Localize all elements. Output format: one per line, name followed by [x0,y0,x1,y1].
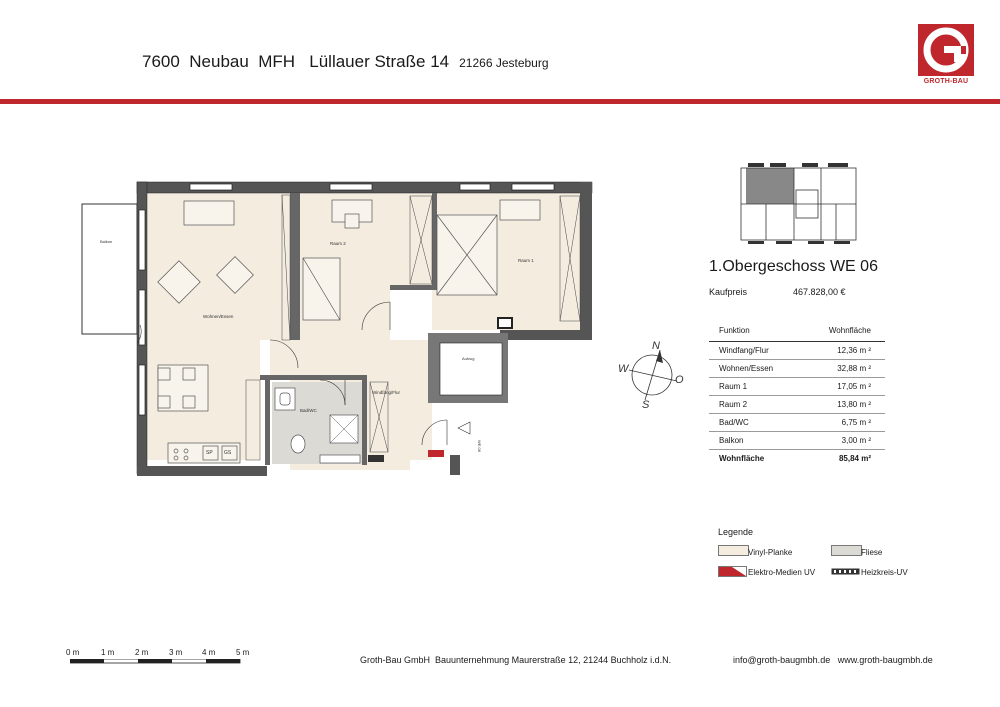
legend-label-elektro: Elektro-Medien UV [748,568,816,577]
row-area: 17,05 m ² [796,378,885,396]
area-table [709,322,885,467]
col-area: Wohnfläche [796,322,885,342]
table-total-row [709,450,885,468]
badwc-label: Bad/WC [300,408,317,413]
unit-id-label: WE 06 [477,440,482,453]
project-address: 7600 Neubau MFH Lüllauer Straße 14 [142,52,450,71]
wohnen-label: Wohnen/Essen [203,314,234,319]
legend-swatch-fliese [831,545,862,556]
elektro-uv-icon [718,566,747,577]
aufzug-label: Aufzug [462,356,475,361]
footer-contact: info@groth-baugmbh.de www.groth-baugmbh.de [733,655,933,665]
flur-label: Windfang/Flur [372,390,401,395]
legend-label-heizkreis: Heizkreis-UV [861,568,908,577]
compass-s: S [642,399,650,411]
total-label: Wohnfläche [709,450,796,468]
row-name: Windfang/Flur [709,342,796,360]
row-name: Raum 1 [709,378,796,396]
project-title [142,52,549,72]
legend-label-fliese: Fliese [861,548,883,557]
scale-bar [70,659,250,664]
key-plan [736,160,861,245]
table-row [709,378,885,396]
scale-label: 4 m [202,648,216,657]
table-row [709,414,885,432]
heizkreis-uv-icon [831,568,860,575]
row-name: Balkon [709,432,796,450]
floor-plan [60,170,600,490]
footer-company: Groth-Bau GmbH Bauunternehmung Maurerstraße 12, 21244 Buchholz i.d.N. [360,655,672,665]
row-name: Wohnen/Essen [709,360,796,378]
table-row [709,396,885,414]
col-function: Funktion [709,322,796,342]
compass-icon [615,335,690,415]
legend-swatch-vinyl [718,545,749,556]
price-row [709,287,869,297]
area-table-header [709,322,885,342]
header-divider [0,99,1000,104]
price-value: 467.828,00 € [793,287,846,297]
sp-label: SP [206,450,213,456]
table-row [709,342,885,360]
scale-label: 5 m [236,648,250,657]
total-value: 85,84 m² [796,450,885,468]
row-area: 3,00 m ² [796,432,885,450]
legend-title: Legende [718,527,754,537]
scale-label: 3 m [169,648,183,657]
table-row [709,432,885,450]
compass-w: W [618,363,629,375]
compass-o: O [675,374,684,386]
floor-title: 1.Obergeschoss WE 06 [709,258,878,275]
raum1-label: Raum 1 [518,258,534,263]
table-row [709,360,885,378]
compass-n: N [652,340,660,352]
scale-label: 2 m [135,648,149,657]
row-name: Bad/WC [709,414,796,432]
row-area: 13,80 m ² [796,396,885,414]
row-area: 12,36 m ² [796,342,885,360]
scale-label: 1 m [101,648,115,657]
balkon-label: Balkon [100,239,113,244]
row-area: 6,75 m ² [796,414,885,432]
row-name: Raum 2 [709,396,796,414]
legend-label-vinyl: Vinyl-Planke [748,548,793,557]
gs-label: GS [224,450,232,456]
logo-wordmark: GROTH-BAU [923,78,969,85]
raum2-label: Raum 2 [330,241,346,246]
price-label: Kaufpreis [709,287,748,297]
project-city: 21266 Jesteburg [459,56,549,70]
scale-label: 0 m [66,648,80,657]
row-area: 32,88 m ² [796,360,885,378]
